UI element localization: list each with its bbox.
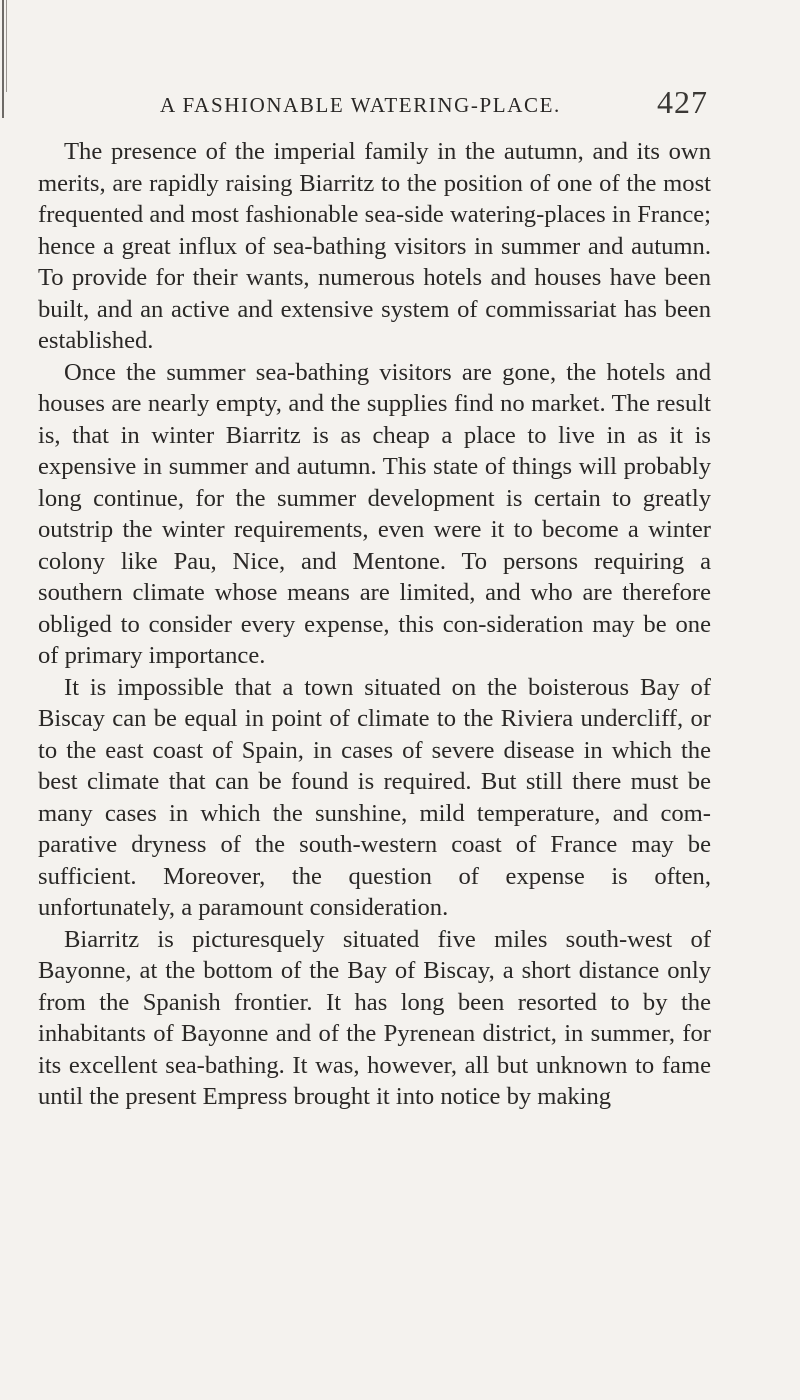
- paragraph-2: Once the summer sea-bathing visitors are gone, the hotels and houses are nearly empty, and the supplies find no market. The result is, that in winter Biarritz is as cheap a place to live in as it is expensive in summer and autumn. This state of things will probably long continue, for the summer development is certain to greatly outstrip the winter requirements, even were it to become a winter colony like Pau, Nice, and Mentone. To persons requiring a southern climate whose means are limited, and who are therefore obliged to consider every expense, this con-sideration may be one of primary importance.: [38, 358, 711, 669]
- page-number: 427: [657, 84, 708, 120]
- body-text: [38, 136, 711, 1113]
- paragraph-4: Biarritz is picturesquely situated five miles south-west of Bayonne, at the bottom of the Bay of Biscay, a short distance only from the Spanish frontier. It has long been resorted to by the inhabitants of Bayonne and of the Pyrenean district, in summer, for its excellent sea-bathing. It was, however, all but unknown to fame until the present Empress brought it into notice by making: [38, 925, 711, 1110]
- page-header: [160, 84, 708, 124]
- page-gutter-edge-inner: [6, 0, 7, 92]
- running-head: A FASHIONABLE WATERING-PLACE.: [160, 93, 561, 117]
- paragraph-1: The presence of the imperial family in the autumn, and its own merits, are rapidly raising Biarritz to the position of one of the most frequented and most fashionable sea-side watering-places in France; hence a great influx of sea-bathing visitors in summer and autumn. To provide for their wants, numerous hotels and houses have been built, and an active and extensive system of commissariat has been established.: [38, 138, 711, 354]
- paragraph-3: It is impossible that a town situated on the boisterous Bay of Biscay can be equal in point of climate to the Riviera undercliff, or to the east coast of Spain, in cases of severe disease in which the best climate that can be found is required. But still there must be many cases in which the sunshine, mild temperature, and com-parative dryness of the south-western coast of France may be sufficient. Moreover, the question of expense is often, unfortunately, a paramount consideration.: [38, 673, 711, 921]
- page-gutter-edge: [2, 0, 4, 118]
